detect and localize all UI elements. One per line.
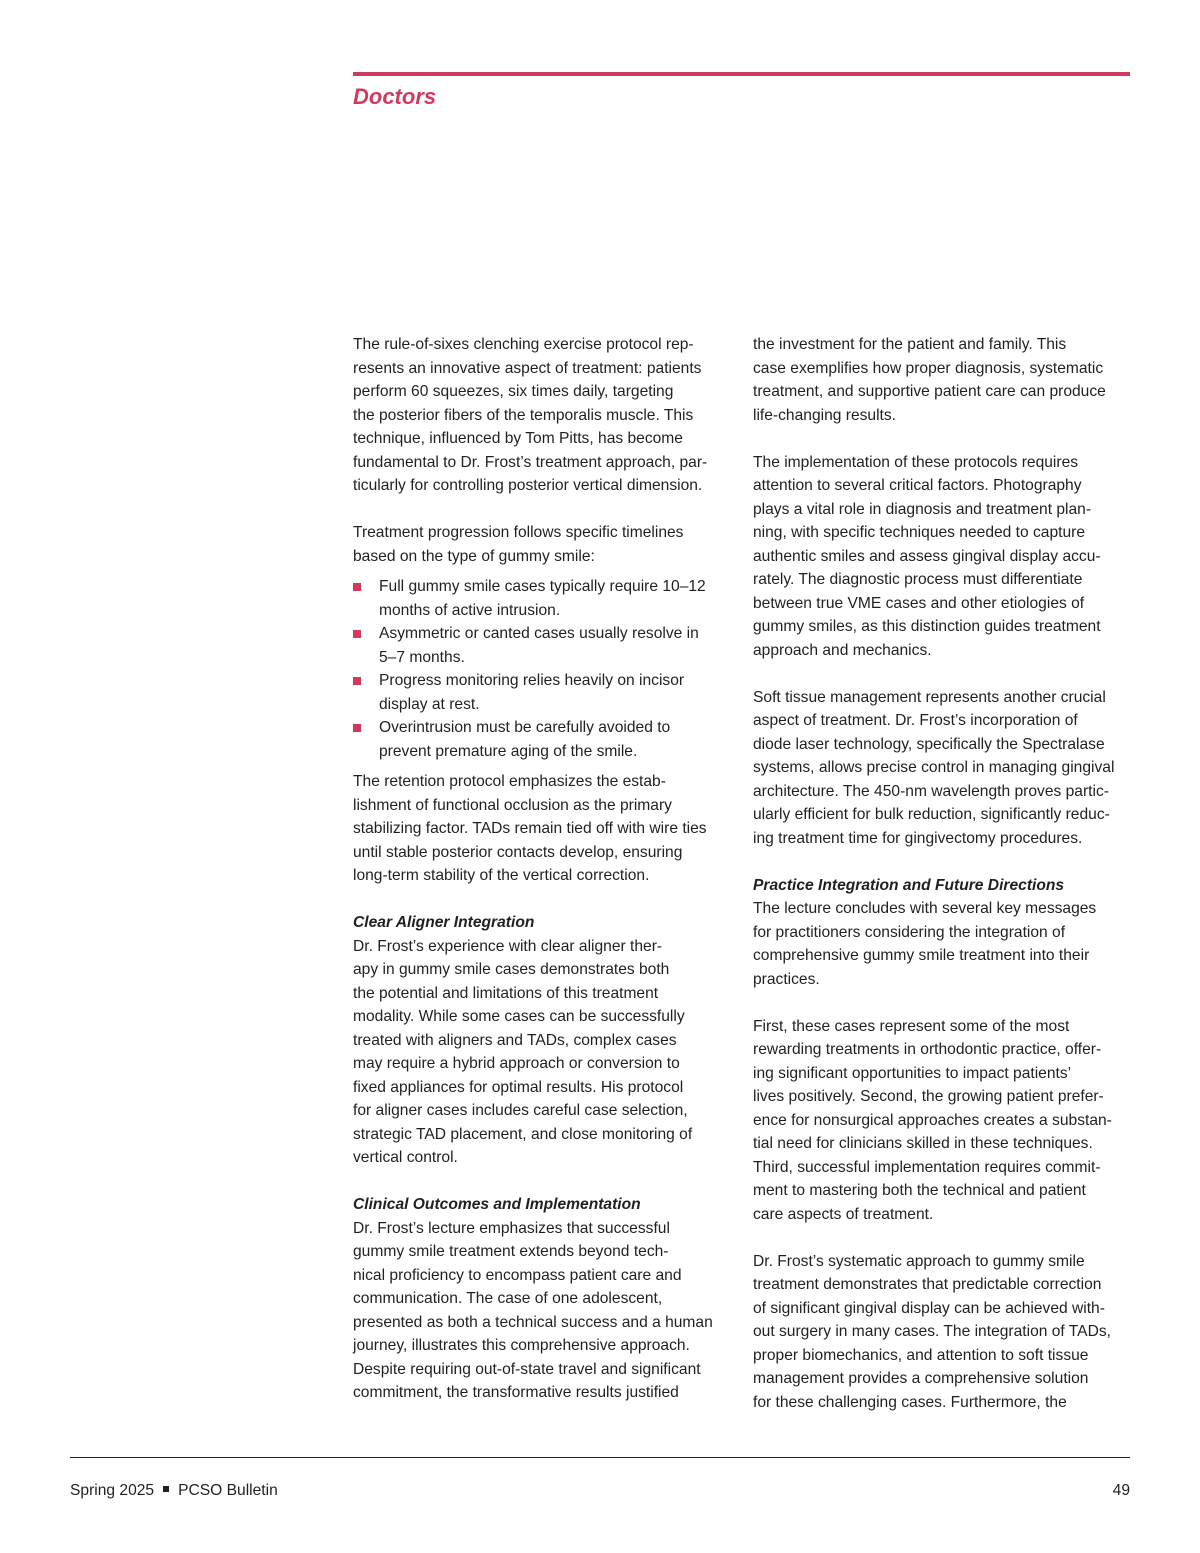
paragraph-clinical-outcomes bbox=[353, 1217, 731, 1405]
subheading-clear-aligner: Clear Aligner Integration bbox=[353, 914, 535, 931]
paragraph-retention-protocol bbox=[353, 770, 731, 888]
text-line: ence for nonsurgical approaches creates a substan- bbox=[753, 1111, 1112, 1129]
text-line: treated with aligners and TADs, complex cases bbox=[353, 1031, 677, 1049]
bullet-square-icon bbox=[353, 677, 361, 685]
text-line: display at rest. bbox=[379, 695, 480, 713]
text-line: the posterior fibers of the temporalis muscle. This bbox=[353, 406, 694, 424]
text-line: resents an innovative aspect of treatment: patients bbox=[353, 359, 702, 377]
text-line: ning, with specific techniques needed to capture bbox=[753, 524, 1086, 541]
text-line: presented as both a technical success and a human bbox=[353, 1313, 713, 1331]
footer-issue-info bbox=[70, 1480, 278, 1502]
text-line: Asymmetric or canted cases usually resolve in bbox=[379, 625, 699, 642]
text-line: ing significant opportunities to impact patients’ bbox=[753, 1064, 1072, 1082]
section-title: Doctors bbox=[353, 84, 437, 109]
paragraph-systematic-approach bbox=[753, 1250, 1131, 1415]
bullet-item bbox=[353, 669, 731, 716]
text-line: between true VME cases and other etiologies of bbox=[753, 594, 1085, 612]
text-line: for aligner cases includes careful case selection, bbox=[353, 1102, 688, 1119]
text-line: care aspects of treatment. bbox=[753, 1205, 934, 1223]
text-line: gummy smiles, as this distinction guides treatment bbox=[753, 618, 1101, 635]
text-line: Overintrusion must be carefully avoided to bbox=[379, 719, 671, 736]
paragraph-soft-tissue bbox=[753, 686, 1131, 851]
text-line: nical proficiency to encompass patient care and bbox=[353, 1266, 682, 1284]
bullet-square-icon bbox=[353, 724, 361, 732]
text-line: 5–7 months. bbox=[379, 648, 465, 666]
text-line: Dr. Frost’s systematic approach to gummy smile bbox=[753, 1252, 1085, 1270]
text-line: Dr. Frost’s experience with clear aligner ther- bbox=[353, 937, 663, 955]
text-line: commitment, the transformative results justified bbox=[353, 1384, 679, 1401]
text-line: lives positively. Second, the growing patient prefer- bbox=[753, 1088, 1104, 1105]
text-line: fixed appliances for optimal results. His protocol bbox=[353, 1078, 684, 1096]
text-line: attention to several critical factors. Photography bbox=[753, 477, 1082, 494]
text-line: ment to mastering both the technical and patient bbox=[753, 1182, 1086, 1199]
text-line: communication. The case of one adolescent, bbox=[353, 1290, 663, 1307]
text-line: authentic smiles and assess gingival display accu- bbox=[753, 547, 1101, 565]
bullet-item bbox=[353, 575, 731, 622]
text-line: the potential and limitations of this treatment bbox=[353, 984, 659, 1002]
text-line: ing treatment time for gingivectomy procedures. bbox=[753, 829, 1083, 847]
text-line: rewarding treatments in orthodontic practice, offer- bbox=[753, 1041, 1102, 1058]
header-rule bbox=[353, 72, 1130, 76]
text-line: of significant gingival display can be achieved with- bbox=[753, 1299, 1105, 1317]
text-line: Soft tissue management represents another crucial bbox=[753, 688, 1106, 706]
text-line: technique, influenced by Tom Pitts, has become bbox=[353, 430, 683, 447]
text-line: architecture. The 450-nm wavelength proves partic- bbox=[753, 782, 1109, 800]
text-line: management provides a comprehensive solution bbox=[753, 1370, 1089, 1387]
paragraph-implementation-factors bbox=[753, 451, 1131, 663]
bullet-square-icon bbox=[353, 583, 361, 591]
paragraph-key-messages bbox=[753, 897, 1131, 991]
text-line: stabilizing factor. TADs remain tied off with wire ties bbox=[353, 820, 707, 837]
paragraph-treatment-progression bbox=[353, 521, 731, 568]
timeline-bullet-list bbox=[353, 575, 731, 763]
right-column bbox=[753, 333, 1131, 1414]
text-line: vertical control. bbox=[353, 1149, 458, 1166]
text-line: proper biomechanics, and attention to soft tissue bbox=[753, 1346, 1089, 1364]
subheading-practice-integration: Practice Integration and Future Directions bbox=[753, 876, 1065, 894]
text-line: treatment demonstrates that predictable correction bbox=[753, 1276, 1102, 1293]
text-line: Dr. Frost’s lecture emphasizes that successful bbox=[353, 1219, 670, 1237]
bullet-item bbox=[353, 622, 731, 669]
text-line: strategic TAD placement, and close monitoring of bbox=[353, 1125, 693, 1143]
paragraph-investment bbox=[753, 333, 1131, 427]
text-line: modality. While some cases can be successfully bbox=[353, 1008, 685, 1025]
left-column bbox=[353, 333, 731, 1405]
text-line: for these challenging cases. Furthermore, the bbox=[753, 1393, 1067, 1411]
text-line: perform 60 squeezes, six times daily, targeting bbox=[353, 383, 674, 400]
text-line: Despite requiring out-of-state travel and significant bbox=[353, 1360, 701, 1378]
paragraph-clear-aligner bbox=[353, 935, 731, 1170]
text-line: The retention protocol emphasizes the estab- bbox=[353, 773, 666, 790]
publication-name: PCSO Bulletin bbox=[178, 1482, 278, 1499]
text-line: Treatment progression follows specific timelines bbox=[353, 524, 684, 541]
text-line: long-term stability of the vertical correction. bbox=[353, 867, 650, 884]
text-line: The rule-of-sixes clenching exercise protocol rep- bbox=[353, 336, 694, 353]
bullet-item bbox=[353, 716, 731, 763]
text-line: practices. bbox=[753, 970, 820, 988]
text-line: prevent premature aging of the smile. bbox=[379, 742, 638, 760]
text-line: months of active intrusion. bbox=[379, 601, 561, 619]
text-line: The implementation of these protocols requires bbox=[753, 453, 1079, 471]
issue-date: Spring 2025 bbox=[70, 1482, 155, 1499]
text-line: case exemplifies how proper diagnosis, systematic bbox=[753, 359, 1104, 377]
paragraph-first-second-third bbox=[753, 1015, 1131, 1227]
text-line: diode laser technology, specifically the Spectralase bbox=[753, 735, 1105, 753]
text-line: gummy smile treatment extends beyond tech- bbox=[353, 1243, 669, 1260]
text-line: journey, illustrates this comprehensive approach. bbox=[353, 1337, 690, 1354]
text-line: rately. The diagnostic process must differentiate bbox=[753, 571, 1083, 588]
text-line: Progress monitoring relies heavily on incisor bbox=[379, 672, 685, 689]
text-line: approach and mechanics. bbox=[753, 641, 932, 659]
text-line: The lecture concludes with several key messages bbox=[753, 900, 1097, 917]
subheading-clinical-outcomes: Clinical Outcomes and Implementation bbox=[353, 1196, 641, 1213]
text-line: apy in gummy smile cases demonstrates both bbox=[353, 961, 670, 978]
text-line: Third, successful implementation requires commit- bbox=[753, 1158, 1101, 1176]
text-line: out surgery in many cases. The integration of TADs, bbox=[753, 1323, 1111, 1340]
text-line: Full gummy smile cases typically require 10–12 bbox=[379, 578, 706, 595]
square-separator-icon bbox=[163, 1486, 169, 1492]
text-line: the investment for the patient and family. This bbox=[753, 336, 1067, 353]
text-line: ularly efficient for bulk reduction, significantly reduc- bbox=[753, 806, 1110, 823]
text-line: for practitioners considering the integration of bbox=[753, 923, 1066, 941]
text-line: based on the type of gummy smile: bbox=[353, 547, 595, 565]
text-line: may require a hybrid approach or conversion to bbox=[353, 1055, 680, 1072]
text-line: fundamental to Dr. Frost’s treatment approach, par- bbox=[353, 453, 708, 471]
footer-rule bbox=[70, 1457, 1130, 1458]
text-line: First, these cases represent some of the most bbox=[753, 1017, 1070, 1035]
paragraph-rule-of-sixes bbox=[353, 333, 731, 498]
text-line: ticularly for controlling posterior vertical dimension. bbox=[353, 477, 703, 494]
text-line: lishment of functional occlusion as the primary bbox=[353, 796, 672, 814]
text-line: plays a vital role in diagnosis and treatment plan- bbox=[753, 500, 1092, 518]
bullet-square-icon bbox=[353, 630, 361, 638]
text-line: aspect of treatment. Dr. Frost’s incorporation of bbox=[753, 712, 1078, 729]
text-line: systems, allows precise control in managing gingival bbox=[753, 759, 1115, 776]
text-line: treatment, and supportive patient care can produce bbox=[753, 383, 1106, 400]
text-line: comprehensive gummy smile treatment into their bbox=[753, 947, 1090, 964]
text-line: life-changing results. bbox=[753, 406, 897, 424]
text-line: tial need for clinicians skilled in these techniques. bbox=[753, 1135, 1093, 1152]
page-number: 49 bbox=[1112, 1482, 1130, 1499]
text-line: until stable posterior contacts develop, ensuring bbox=[353, 843, 683, 861]
